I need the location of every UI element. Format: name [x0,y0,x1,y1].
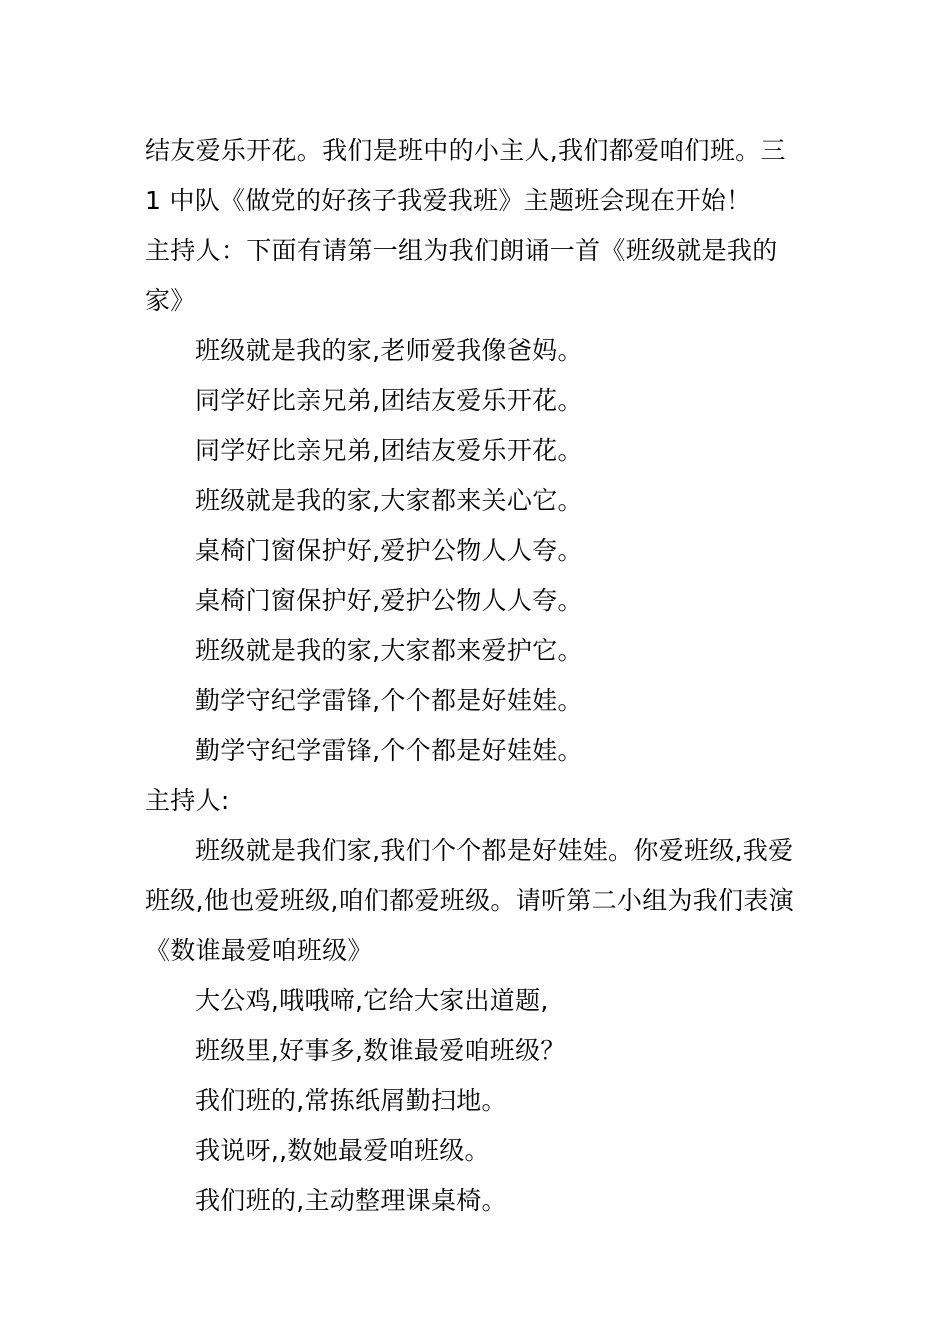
text-line: 班级,他也爱班级,咱们都爱班级。请听第二小组为我们表演 [145,886,794,915]
text-line: 1 中队《做党的好孩子我爱我班》主题班会现在开始！ [145,186,752,215]
poem-line: 同学好比亲兄弟,团结友爱乐开花。 [195,386,583,415]
poem-line: 我们班的,主动整理课桌椅。 [195,1186,507,1215]
poem-line: 我说呀,,数她最爱咱班级。 [195,1136,490,1165]
poem-line: 桌椅门窗保护好,爱护公物人人夸。 [195,536,583,565]
poem-line: 大公鸡,哦哦啼,它给大家出道题, [195,986,549,1015]
poem-line: 我们班的,常拣纸屑勤扫地。 [195,1086,507,1115]
text-line: 主持人：下面有请第一组为我们朗诵一首《班级就是我的 [145,236,778,265]
poem-line: 班级里,好事多,数谁最爱咱班级？ [195,1036,566,1065]
poem-line: 勤学守纪学雷锋,个个都是好娃娃。 [195,686,583,715]
text-line: 《数谁最爱咱班级》 [145,936,373,965]
poem-line: 班级就是我的家,大家都来关心它。 [195,486,583,515]
poem-line: 勤学守纪学雷锋,个个都是好娃娃。 [195,736,583,765]
speaker-line: 主持人: [145,786,230,815]
poem-line: 同学好比亲兄弟,团结友爱乐开花。 [195,436,583,465]
poem-line: 班级就是我的家,大家都来爱护它。 [195,636,583,665]
text-line: 班级就是我们家,我们个个都是好娃娃。你爱班级,我爱 [195,836,794,865]
text-line: 结友爱乐开花。我们是班中的小主人,我们都爱咱们班。三 [145,136,786,165]
poem-line: 桌椅门窗保护好,爱护公物人人夸。 [195,586,583,615]
poem-line: 班级就是我的家,老师爱我像爸妈。 [195,336,583,365]
text-line: 家》 [145,286,196,315]
